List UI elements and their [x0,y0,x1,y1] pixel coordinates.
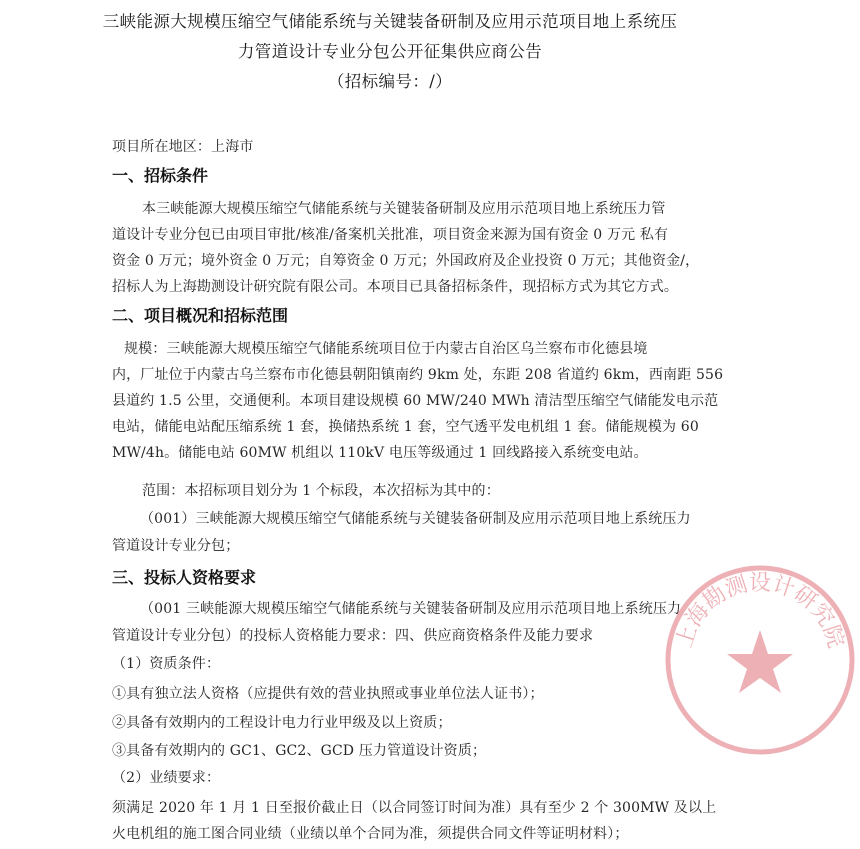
section-2-lot-line-1: （001）三峡能源大规模压缩空气储能系统与关键装备研制及应用示范项目地上系统压力 [140,511,691,527]
section-3-performance-line-2: 火电机组的施工图合同业绩（业绩以单个合同为准，须提供合同文件等证明材料）； [112,826,629,842]
section-3-item-2: ②具备有效期内的工程设计电力行业甲级及以上资质； [112,715,452,731]
section-2-line-3: 县道约 1.5 公里，交通便利。本项目建设规模 60 MW/240 MWh 清洁型压缩空气储能发电示范 [112,393,719,409]
project-location: 项目所在地区：上海市 [112,139,254,155]
section-3-item-1: ①具有独立法人资格（应提供有效的营业执照或事业单位法人证书）； [112,686,544,702]
section-2-line-5: MW/4h。储能电站 60MW 机组以 110kV 电压等级通过 1 回线路接入系统变电站。 [112,445,648,461]
section-heading-bid-conditions: 一、招标条件 [112,166,209,185]
doc-title-line-1: 三峡能源大规模压缩空气储能系统与关键装备研制及应用示范项目地上系统压 [102,12,678,31]
section-1-line-3: 资金 0 万元；境外资金 0 万元；自筹资金 0 万元；外国政府及企业投资 0 万元；其他资金/， [112,253,700,269]
section-3-performance-line-1: 须满足 2020 年 1 月 1 日至报价截止日（以合同签订时间为准）具有至少 2 个 300MW 及以上 [112,800,717,816]
section-2-line-4: 电站，储能电站配压缩系统 1 套，换储热系统 1 套，空气透平发电机组 1 套。储能规模为 60 [112,419,699,435]
section-2-line-2: 内，厂址位于内蒙古乌兰察布市化德县朝阳镇南约 9km 处，东距 208 省道约 6km，西南距 556 [112,367,724,383]
section-1-line-1: 本三峡能源大规模压缩空气储能系统与关键装备研制及应用示范项目地上系统压力管 [142,201,666,217]
section-heading-qualifications: 三、投标人资格要求 [112,568,257,587]
section-1-line-4: 招标人为上海勘测设计研究院有限公司。本项目已具备招标条件，现招标方式为其它方式。 [112,279,678,295]
section-3-line-2: 管道设计专业分包）的投标人资格能力要求：四、供应商资格条件及能力要求 [112,628,594,644]
section-3-performance-label: （2）业绩要求： [112,770,221,786]
seal-star-icon [727,630,793,693]
company-seal-stamp [660,560,860,760]
section-2-scope: 范围：本招标项目划分为 1 个标段，本次招标为其中的： [142,483,500,499]
section-2-line-1: 规模：三峡能源大规模压缩空气储能系统项目位于内蒙古自治区乌兰察布市化德县境 [124,341,648,357]
section-heading-project-overview: 二、项目概况和招标范围 [112,306,289,325]
seal-text: 上海勘测设计研究院 [671,571,849,651]
bid-number: （招标编号：/） [327,72,453,91]
section-2-lot-line-2: 管道设计专业分包； [112,538,240,554]
section-1-line-2: 道设计专业分包已由项目审批/核准/备案机关批准，项目资金来源为国有资金 0 万元 私有 [112,227,669,243]
doc-title-line-2: 力管道设计专业分包公开征集供应商公告 [237,42,543,61]
section-3-qualification-label: （1）资质条件： [112,656,221,672]
section-3-item-3: ③具备有效期内的 GC1、GC2、GCD 压力管道设计资质； [112,743,487,759]
section-3-line-1: （001 三峡能源大规模压缩空气储能系统与关键装备研制及应用示范项目地上系统压力 [140,601,682,617]
